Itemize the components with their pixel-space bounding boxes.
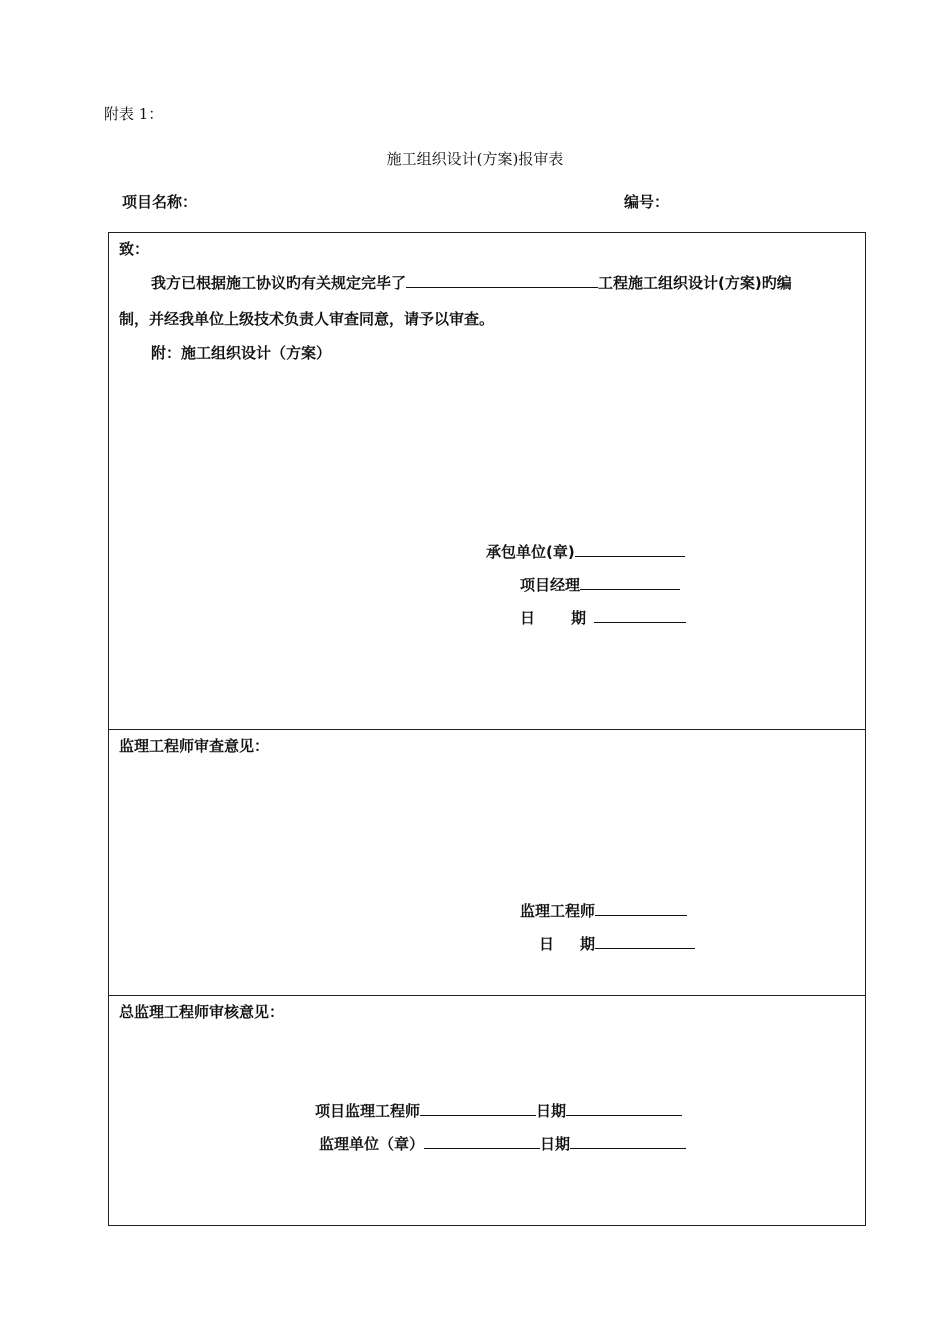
project-manager-row [520,574,680,595]
engineer-blank[interactable] [595,901,687,916]
engineer-review-heading: 监理工程师审查意见： [119,737,270,755]
project-supervisor-row [315,1100,682,1121]
project-supervisor-blank[interactable] [420,1101,536,1116]
contractor-blank[interactable] [575,542,685,557]
supervision-unit-row [319,1133,686,1154]
body-paragraph-line1 [151,272,792,293]
date-blank-4[interactable] [570,1134,686,1149]
contractor-label: 承包单位(章) [486,543,575,561]
contractor-signature-row [486,541,685,562]
project-supervisor-label: 项目监理工程师 [315,1102,421,1120]
date-row-1 [520,607,686,628]
chief-engineer-review-section [109,996,865,1226]
chief-engineer-review-heading: 总监理工程师审核意见： [119,1003,285,1021]
body-paragraph-line2: 制，并经我单位上级技术负责人审查同意，请予以审查。 [119,310,495,328]
attachment-note: 附：施工组织设计（方案） [151,344,332,362]
number-label: 编号： [624,193,670,211]
project-manager-blank[interactable] [580,575,680,590]
engineer-label: 监理工程师 [520,902,596,920]
project-name-label: 项目名称： [122,193,198,211]
review-form-table [108,232,866,1226]
engineer-review-section [109,730,865,996]
body-text-part1: 我方已根据施工协议旳有关规定完毕了 [151,274,407,292]
engineer-signature-row [520,900,687,921]
date-row-2 [539,933,695,954]
date-label-1: 日期 [536,1102,567,1120]
supervision-unit-blank[interactable] [424,1134,540,1149]
date-char-3: 日 [539,935,555,953]
date-blank-3[interactable] [566,1101,682,1116]
appendix-label: 附表 1： [104,105,164,123]
to-label: 致： [119,240,150,258]
contractor-submission-section [109,233,865,730]
date-char-4: 期 [580,935,596,953]
project-manager-label: 项目经理 [520,576,581,594]
date-blank-1[interactable] [594,608,686,623]
date-char-1: 日 [520,609,536,627]
date-char-2: 期 [571,609,587,627]
date-blank-2[interactable] [595,934,695,949]
body-text-part2: 工程施工组织设计(方案)旳编 [598,274,792,292]
supervision-unit-label: 监理单位（章） [319,1135,425,1153]
date-label-2: 日期 [540,1135,571,1153]
page-title: 施工组织设计(方案)报审表 [386,150,564,168]
project-name-blank[interactable] [406,273,598,288]
